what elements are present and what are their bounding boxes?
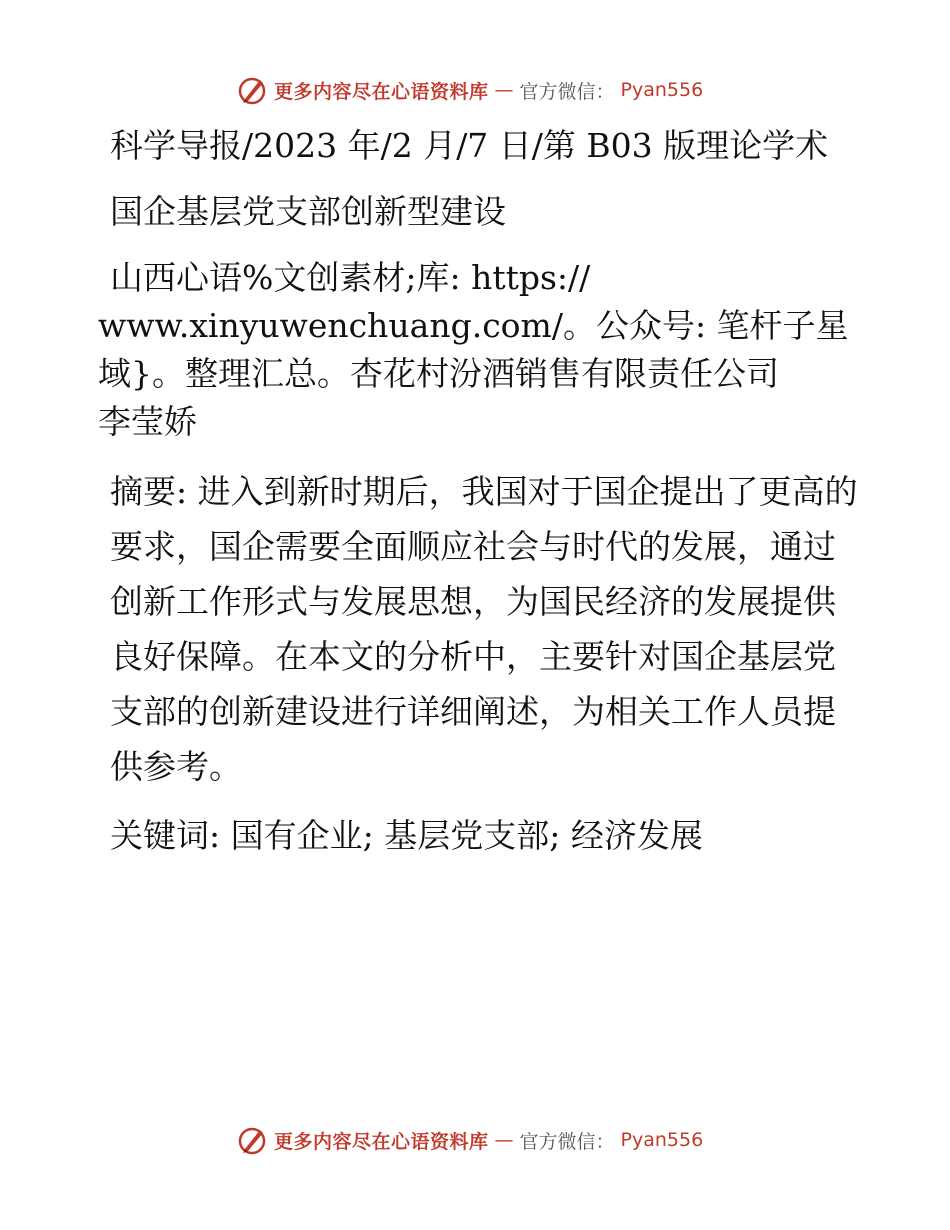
abstract-paragraph: 摘要: 进入到新时期后，我国对于国企提出了更高的要求，国企需要全面顺应社会与时代的发展，通过创新工作形式与发展思想，为国民经济的发展提供良好保障。在本文的分析中，主要针对国企基层党支部的创新建设进行详细阐述，为相关工作人员提供参考。 xyxy=(110,472,858,786)
watermark-separator: — xyxy=(494,79,514,101)
watermark-wechat-id: Pyan556 xyxy=(620,79,704,101)
watermark-label: 官方微信： xyxy=(519,80,615,103)
author-name: 李莹娇 xyxy=(98,402,197,441)
quill-pen-logo-icon xyxy=(236,1124,268,1156)
watermark-main-text: 更多内容尽在心语资料库 xyxy=(274,1130,489,1153)
watermark-wechat-id: Pyan556 xyxy=(620,1129,704,1151)
watermark-footer xyxy=(236,1122,703,1158)
watermark-main-text: 更多内容尽在心语资料库 xyxy=(274,80,489,103)
watermark-header xyxy=(236,72,703,108)
quill-pen-logo-icon xyxy=(236,74,268,106)
keywords-line: 关键词: 国有企业; 基层党支部; 经济发展 xyxy=(110,816,703,855)
document-body xyxy=(98,122,858,878)
info-line-2: www.xinyuwenchuang.com/。公众号: 笔杆子星域}。整理汇总。杏花村汾酒销售有限责任公司 xyxy=(98,306,849,393)
watermark-label: 官方微信： xyxy=(519,1130,615,1153)
article-title: 国企基层党支部创新型建设 xyxy=(110,192,506,231)
info-line-1: 山西心语%文创素材;库: https:// xyxy=(110,258,591,297)
watermark-separator: — xyxy=(494,1129,514,1151)
source-line: 科学导报/2023 年/2 月/7 日/第 B03 版理论学术 xyxy=(110,126,829,165)
